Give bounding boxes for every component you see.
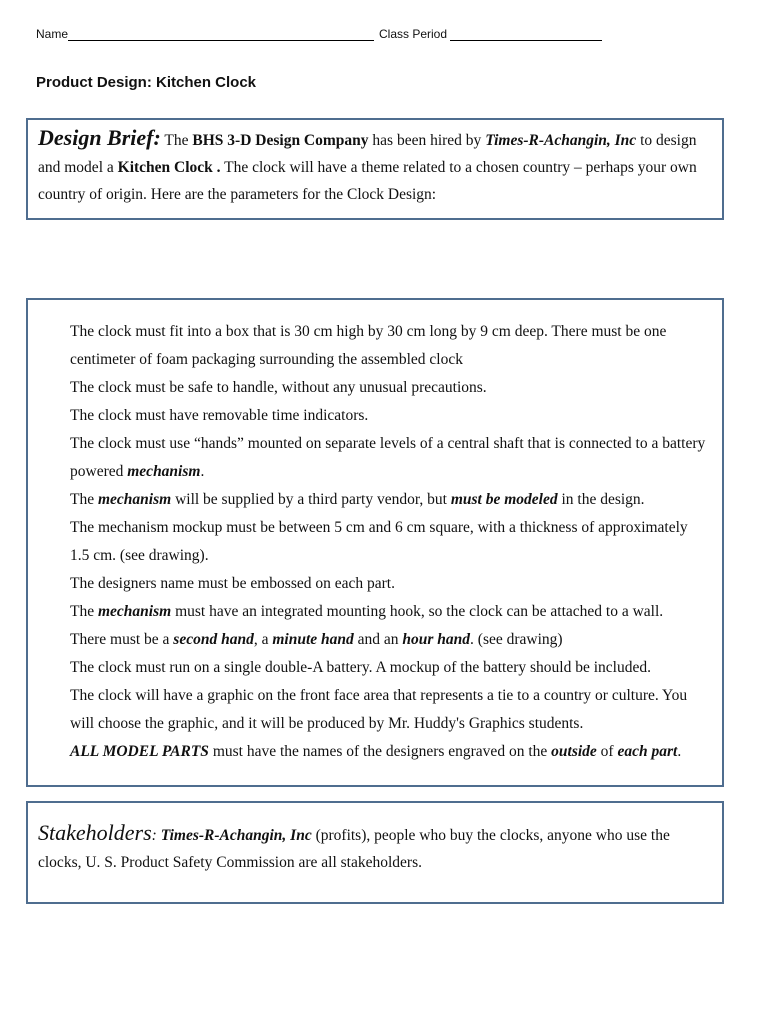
item-emphasis: mechanism xyxy=(97,603,172,620)
item-text: There must be a xyxy=(70,631,174,648)
parameters-list xyxy=(42,318,710,766)
item-emphasis: each part xyxy=(617,743,678,760)
class-period-field[interactable] xyxy=(450,27,602,41)
item-emphasis: outside xyxy=(551,743,597,760)
brief-text: has been hired by xyxy=(368,132,486,149)
item-text: The clock must use “hands” mounted on separate levels of a central shaft that is connected to a battery powered xyxy=(70,435,706,480)
client-name: Times-R-Achangin, Inc xyxy=(485,132,637,149)
item-emphasis: ALL MODEL PARTS xyxy=(70,743,209,760)
item-text: The clock must have removable time indicators. xyxy=(70,407,369,424)
list-item xyxy=(42,570,710,598)
item-text: . xyxy=(677,743,682,760)
client-name: Times-R-Achangin, Inc xyxy=(160,827,312,844)
list-item xyxy=(42,654,710,682)
name-field[interactable] xyxy=(68,27,374,41)
parameters-box xyxy=(26,298,724,787)
brief-text: to design and model a xyxy=(38,132,697,176)
item-emphasis: hour hand xyxy=(402,631,471,648)
item-text: and an xyxy=(353,631,403,648)
list-item xyxy=(42,430,710,486)
item-text: must have an integrated mounting hook, so the clock can be attached to a wall. xyxy=(171,603,664,620)
list-item xyxy=(42,738,710,766)
item-text: will be supplied by a third party vendor, but xyxy=(171,491,451,508)
class-period-group xyxy=(379,27,602,41)
item-emphasis: must be modeled xyxy=(450,491,558,508)
item-text: The xyxy=(70,491,98,508)
stakeholders-colon: : xyxy=(151,827,161,844)
item-text: in the design. xyxy=(557,491,645,508)
item-text: The clock must run on a single double-A battery. A mockup of the battery should be included. xyxy=(70,659,651,676)
item-emphasis: second hand xyxy=(173,631,254,648)
brief-text: The xyxy=(160,132,193,149)
stakeholders-heading: Stakeholders xyxy=(38,820,152,845)
stakeholders-box xyxy=(26,801,724,904)
item-text: . (see drawing) xyxy=(470,631,563,648)
page-title: Product Design: Kitchen Clock xyxy=(36,74,257,91)
design-brief-box xyxy=(26,118,724,220)
item-emphasis: mechanism xyxy=(97,491,172,508)
list-item xyxy=(42,374,710,402)
item-text: must have the names of the designers engraved on the xyxy=(208,743,552,760)
product-name: Kitchen Clock . xyxy=(117,159,221,176)
item-text: The designers name must be embossed on each part. xyxy=(70,575,395,592)
design-brief-text xyxy=(38,124,712,208)
list-item xyxy=(42,682,710,738)
list-item xyxy=(42,626,710,654)
item-text: The clock must be safe to handle, without any unusual precautions. xyxy=(70,379,487,396)
company-name: BHS 3-D Design Company xyxy=(192,132,369,149)
item-emphasis: minute hand xyxy=(272,631,354,648)
name-label: Name xyxy=(36,27,69,41)
list-item xyxy=(42,486,710,514)
item-emphasis: mechanism xyxy=(127,463,201,480)
item-text: The mechanism mockup must be between 5 cm and 6 cm square, with a thickness of approximately 1.5 cm. (see drawing). xyxy=(70,519,688,564)
header-fields xyxy=(36,27,596,41)
item-text: The clock must fit into a box that is 30 cm high by 30 cm long by 9 cm deep. There must be one centimeter of foam packaging surrounding the assembled clock xyxy=(70,323,667,368)
stakeholders-text xyxy=(38,819,712,876)
list-item xyxy=(42,514,710,570)
stakeholders-body: (profits), people who buy the clocks, anyone who use the clocks, U. S. Product Safety Commission are all stakeholders. xyxy=(38,827,670,871)
item-text: , a xyxy=(253,631,273,648)
list-item xyxy=(42,598,710,626)
item-text: The clock will have a graphic on the front face area that represents a tie to a country or culture. You will choose the graphic, and it will be produced by Mr. Huddy's Graphics students. xyxy=(70,687,688,732)
brief-text: The clock will have a theme related to a chosen country – perhaps your own country of origin. Here are the parameters for the Clock Design: xyxy=(38,159,697,203)
item-text: . xyxy=(200,463,205,480)
item-text: The xyxy=(70,603,98,620)
list-item xyxy=(42,318,710,374)
list-item xyxy=(42,402,710,430)
class-period-label: Class Period xyxy=(379,27,448,41)
item-text: of xyxy=(596,743,618,760)
design-brief-heading: Design Brief: xyxy=(38,125,161,150)
